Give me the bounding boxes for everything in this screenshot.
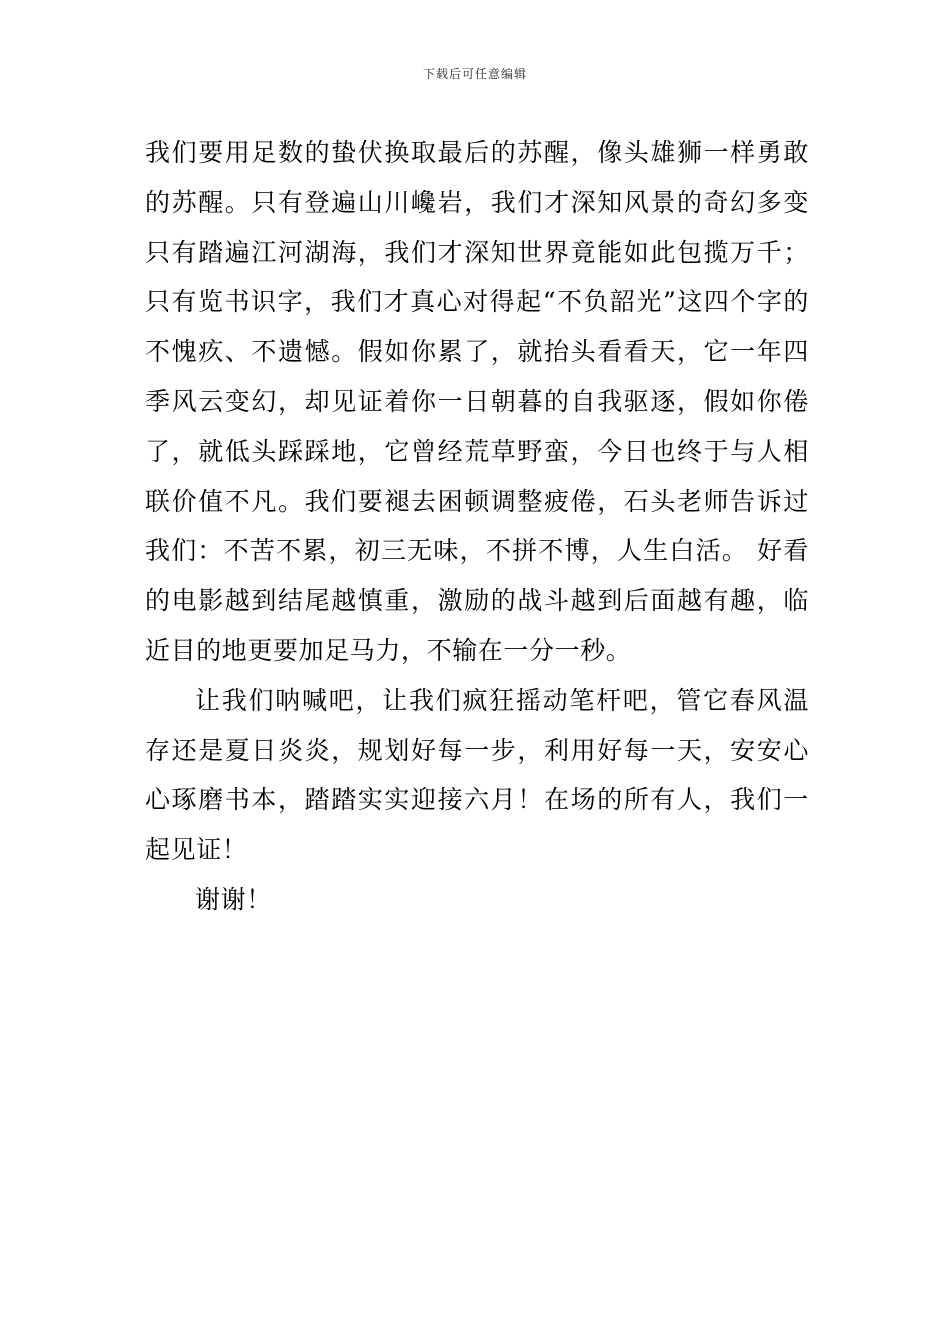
paragraph-1: 我们要用足数的蛰伏换取最后的苏醒，像头雄狮一样勇敢的苏醒。只有登遍山川巉岩，我们才深知风景的奇幻多变只有踏遍江河湖海，我们才深知世界竟能如此包揽万千；只有览书识字，我们才真心对得起“不负韶光”这四个字的不愧疚、不遗憾。假如你累了，就抬头看看天，它一年四季风云变幻，却见证着你一日朝暮的自我驱逐，假如你倦了，就低头踩踩地，它曾经荒草野蛮，今日也终于与人相联价值不凡。我们要褪去困顿调整疲倦，石头老师告诉过我们：不苦不累，初三无味，不拼不博，人生白活。 好看的电影越到结尾越慎重，激励的战斗越到后面越有趣，临近目的地更要加足马力，不输在一分一秒。 xyxy=(145,138,809,665)
paragraph-3-closing: 谢谢！ xyxy=(195,884,272,914)
document-body xyxy=(145,128,809,925)
header-note: 下载后可任意编辑 xyxy=(422,67,527,81)
paragraph-2: 让我们呐喊吧，让我们疯狂摇动笔杆吧，管它春风温存还是夏日炎炎，规划好每一步，利用好每一天，安安心心琢磨书本，踏踏实实迎接六月！在场的所有人，我们一起见证！ xyxy=(145,685,809,865)
